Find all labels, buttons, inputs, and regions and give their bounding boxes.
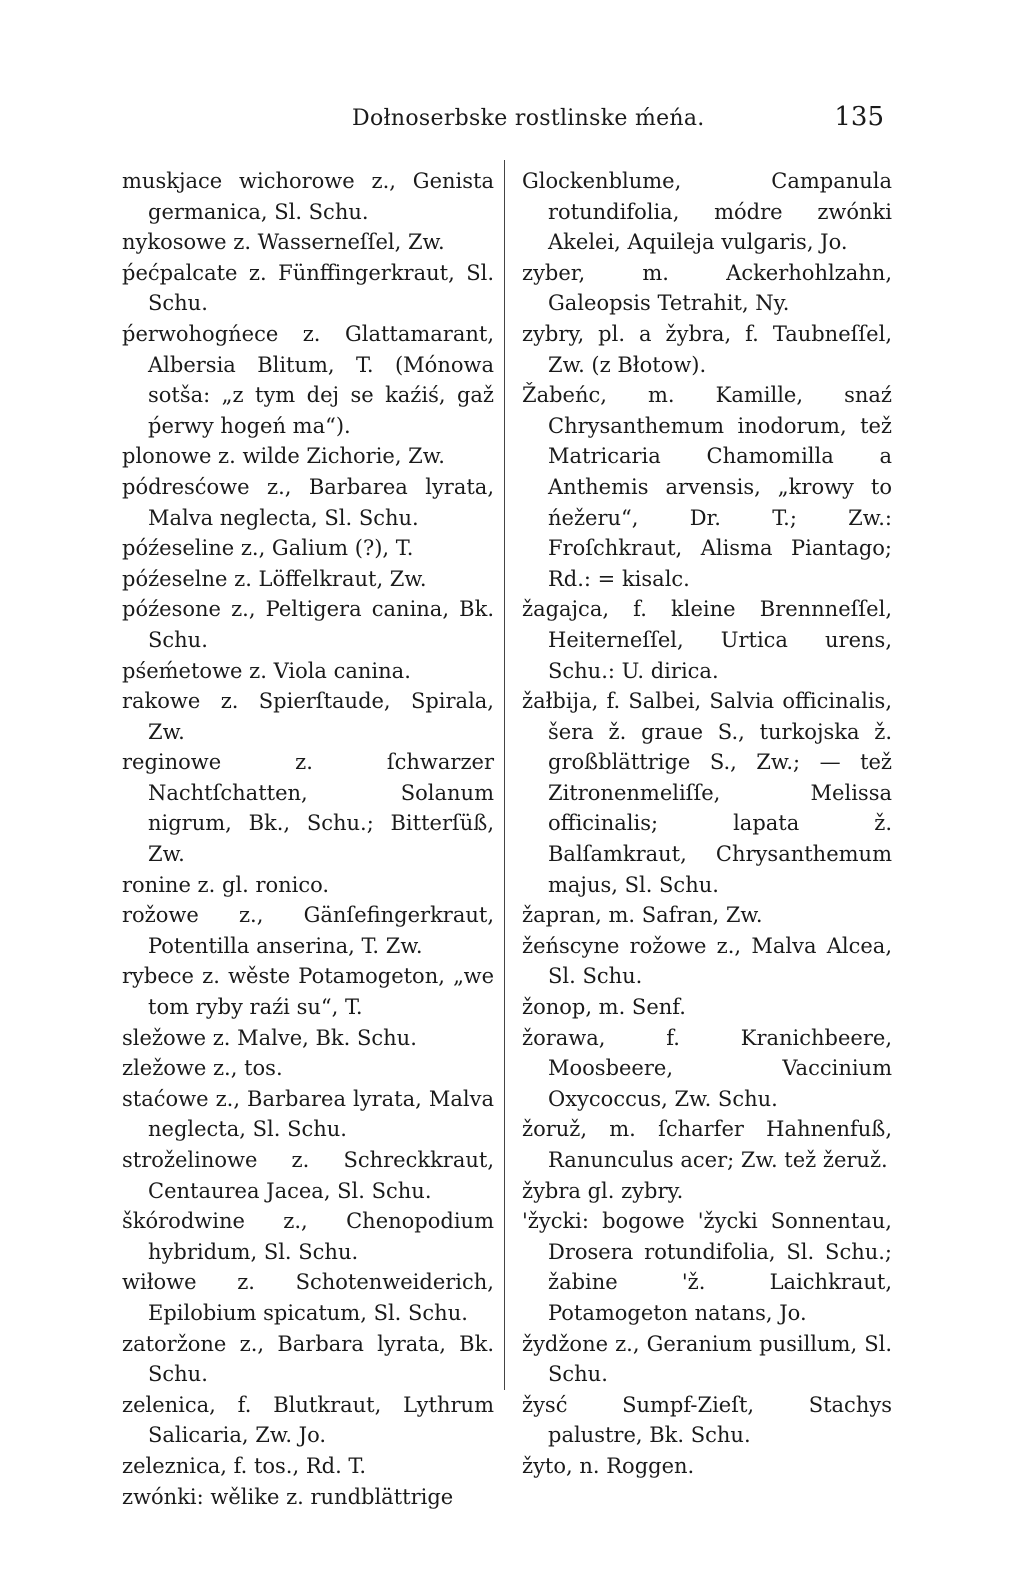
dictionary-entry: ronine z. gl. ronico.	[122, 872, 330, 897]
dictionary-entry: muskjace wichorowe z., Genista germanica, Sl. Schu.	[122, 169, 494, 224]
dictionary-entry: žałbija, f. Salbei, Salvia officinalis, šera ž. graue S., turkojska ž. großblättrige S., Zw.; — tež Zitronenmeliſſe, Melissa officinalis; lapata ž. Balſamkraut, Chrysanthemum majus, Sl. Schu.	[522, 689, 892, 897]
dictionary-entry: žoruž, m. ſcharfer Hahnenfuß, Ranunculus acer; Zw. tež žeruž.	[522, 1117, 892, 1172]
dictionary-entry: staćowe z., Barbarea lyrata, Malva neglecta, Sl. Schu.	[122, 1086, 494, 1142]
right-column	[522, 166, 892, 1482]
dictionary-entry: rybece z. wěste Potamogeton, „we tom ryby raźi su“, T.	[122, 964, 494, 1020]
column-divider	[504, 160, 505, 1390]
dictionary-entry: wiłowe z. Schotenweiderich, Epilobium spicatum, Sl. Schu.	[122, 1270, 494, 1325]
dictionary-entry: Glockenblume, Campanula rotundifolia, módre zwónki Akelei, Aquileja vulgaris, Jo.	[522, 169, 892, 255]
dictionary-entry: ṕerwohogńece z. Glattamarant, Albersia Blitum, T. (Mónowa sotša: „z tym dej se kaźiś, gaž ṕerwy hogeń ma“).	[122, 321, 494, 438]
dictionary-entry: Žabeńc, m. Kamille, snaź Chrysanthemum inodorum, tež Matricaria Chamomilla a Anthemis arvensis, „krowy to ńežeru“, Dr. T.; Zw.: Froſchkraut, Alisma Piantago; Rd.: = kisalc.	[522, 383, 892, 591]
dictionary-entry: zybry, pl. a žybra, f. Taubneſſel, Zw. (z Błotow).	[522, 321, 892, 377]
dictionary-entry: rakowe z. Spierſtaude, Spirala, Zw.	[122, 689, 494, 744]
dictionary-entry: zatoržone z., Barbara lyrata, Bk. Schu.	[122, 1331, 494, 1387]
dictionary-entry: pódresćowe z., Barbarea lyrata, Malva neglecta, Sl. Schu.	[122, 474, 494, 530]
dictionary-entry: žapran, m. Safran, Zw.	[522, 903, 763, 928]
dictionary-entry: późeselne z. Löffelkraut, Zw.	[122, 566, 427, 591]
dictionary-entry: zelenica, f. Blutkraut, Lythrum Salicaria, Zw. Jo.	[122, 1392, 494, 1448]
dictionary-entry: zwónki: wělike z. rundblättrige	[122, 1484, 454, 1509]
dictionary-entry: zyber, m. Ackerhohlzahn, Galeopsis Tetrahit, Ny.	[522, 260, 892, 316]
dictionary-entry: žorawa, f. Kranichbeere, Moosbeere, Vaccinium Oxycoccus, Zw. Schu.	[522, 1025, 892, 1111]
left-column	[122, 166, 494, 1512]
dictionary-entry: žyto, n. Roggen.	[522, 1453, 695, 1478]
dictionary-entry: stroželinowe z. Schreckkraut, Centaurea Jacea, Sl. Schu.	[122, 1148, 494, 1203]
dictionary-entry: rožowe z., Gänſefingerkraut, Potentilla anserina, T. Zw.	[122, 903, 494, 958]
dictionary-entry: nykosowe z. Wasserneſſel, Zw.	[122, 230, 445, 255]
dictionary-entry: późesone z., Peltigera canina, Bk. Schu.	[122, 597, 494, 652]
dictionary-entry: žysć Sumpf-Zieſt, Stachys palustre, Bk. Schu.	[522, 1392, 892, 1448]
dictionary-entry: žagajca, f. kleine Brennneſſel, Heiterneſſel, Urtica urens, Schu.: U. dirica.	[522, 597, 892, 683]
page-number: 135	[834, 102, 884, 132]
dictionary-entry: ṕećpalcate z. Fünffingerkraut, Sl. Schu.	[122, 260, 494, 316]
dictionary-entry: późeseline z., Galium (?), T.	[122, 536, 414, 561]
page-header	[132, 102, 884, 142]
running-title: Dołnoserbske rostlinske ḿeńa.	[352, 106, 705, 131]
dictionary-entry: žonop, m. Senf.	[522, 995, 686, 1020]
dictionary-entry: zležowe z., tos.	[122, 1056, 283, 1081]
dictionary-entry: žydžone z., Geranium pusillum, Sl. Schu.	[522, 1331, 892, 1387]
dictionary-entry: 'žycki: bogowe 'žycki Sonnentau, Drosera rotundifolia, Sl. Schu.; žabine 'ž. Laichkraut, Potamogeton natans, Jo.	[522, 1209, 892, 1325]
dictionary-entry: škórodwine z., Chenopodium hybridum, Sl. Schu.	[122, 1209, 494, 1264]
dictionary-entry: sležowe z. Malve, Bk. Schu.	[122, 1025, 417, 1050]
dictionary-entry: žeńscyne rožowe z., Malva Alcea, Sl. Schu.	[522, 933, 892, 989]
dictionary-entry: plonowe z. wilde Zichorie, Zw.	[122, 444, 445, 469]
dictionary-entry: reginowe z. ſchwarzer Nachtſchatten, Solanum nigrum, Bk., Schu.; Bitterſüß, Zw.	[122, 750, 494, 867]
dictionary-entry: pśeḿetowe z. Viola canina.	[122, 658, 411, 683]
dictionary-entry: zeleznica, f. tos., Rd. T.	[122, 1453, 367, 1478]
dictionary-entry: žybra gl. zybry.	[522, 1178, 684, 1203]
